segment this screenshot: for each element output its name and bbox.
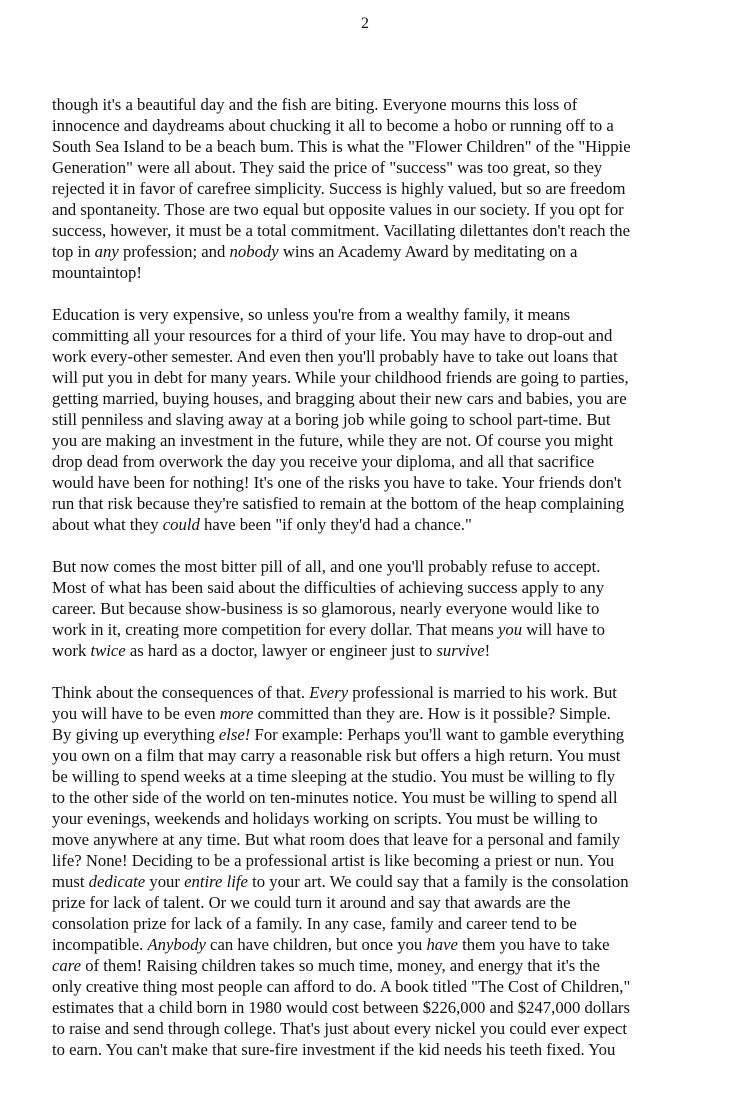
text-line — [52, 871, 702, 892]
text-line — [52, 1039, 702, 1060]
text-line — [52, 136, 702, 157]
paragraph — [52, 304, 702, 535]
text-line — [52, 724, 702, 745]
text-run: But now comes the most bitter pill of all, and one you'll probably refuse to accept. — [52, 557, 601, 576]
text-line — [52, 598, 702, 619]
text-run: them you have to take — [457, 935, 610, 954]
page-number: 2 — [361, 15, 369, 32]
text-run: Education is very expensive, so unless you're from a wealthy family, it means — [52, 305, 571, 324]
italic-text: Every — [309, 683, 349, 702]
text-line — [52, 787, 702, 808]
text-line — [52, 745, 702, 766]
text-run: Most of what has been said about the difficulties of achieving success apply to any — [52, 578, 605, 597]
text-run: your — [145, 872, 185, 891]
text-line — [52, 850, 702, 871]
text-line — [52, 1018, 702, 1039]
text-line — [52, 703, 702, 724]
text-line — [52, 682, 702, 703]
text-line — [52, 325, 702, 346]
text-line — [52, 241, 702, 262]
text-line — [52, 556, 702, 577]
text-line — [52, 367, 702, 388]
paragraph — [52, 682, 702, 1060]
text-run: top in — [52, 242, 95, 261]
text-line — [52, 892, 702, 913]
text-run: your evenings, weekends and holidays working on scripts. You must be willing to — [52, 809, 598, 828]
italic-text: survive — [436, 641, 485, 660]
text-run: run that risk because they're satisfied to remain at the bottom of the heap complaining — [52, 494, 625, 513]
text-run: innocence and daydreams about chucking it all to become a hobo or running off to a — [52, 116, 614, 135]
text-run: about what they — [52, 515, 163, 534]
text-line — [52, 913, 702, 934]
italic-text: you — [497, 620, 523, 639]
text-run: wins an Academy Award by meditating on a — [278, 242, 578, 261]
paragraph — [52, 556, 702, 661]
text-line — [52, 514, 702, 535]
text-line — [52, 157, 702, 178]
text-run: only creative thing most people can afford to do. A book titled "The Cost of Children," — [52, 977, 631, 996]
text-run: South Sea Island to be a beach bum. This is what the "Flower Children" of the "Hippie — [52, 137, 631, 156]
text-run: you will have to be even — [52, 704, 220, 723]
text-run: would have been for nothing! It's one of the risks you have to take. Your friends don't — [52, 473, 622, 492]
text-line — [52, 934, 702, 955]
text-run: work every-other semester. And even then you'll probably have to take out loans that — [52, 347, 618, 366]
text-run: you own on a film that may carry a reasonable risk but offers a high return. You must — [52, 746, 621, 765]
text-line — [52, 472, 702, 493]
text-line — [52, 262, 702, 283]
text-run: to your art. We could say that a family is the consolation — [247, 872, 629, 891]
text-run: will put you in debt for many years. While your childhood friends are going to parties, — [52, 368, 629, 387]
text-line — [52, 766, 702, 787]
italic-text: entire life — [184, 872, 248, 891]
text-run: Generation" were all about. They said the price of "success" was too great, so they — [52, 158, 603, 177]
italic-text: Anybody — [147, 935, 206, 954]
text-line — [52, 304, 702, 325]
text-run: move anywhere at any time. But what room does that leave for a personal and family — [52, 830, 621, 849]
italic-text: have — [426, 935, 458, 954]
text-run: getting married, buying houses, and bragging about their new cars and babies, you are — [52, 389, 627, 408]
text-run: work — [52, 641, 91, 660]
italic-text: nobody — [229, 242, 279, 261]
text-run: life? None! Deciding to be a professional artist is like becoming a priest or nun. You — [52, 851, 615, 870]
text-run: professional is married to his work. But — [348, 683, 617, 702]
italic-text: dedicate — [88, 872, 146, 891]
text-line — [52, 829, 702, 850]
text-run: to earn. You can't make that sure-fire investment if the kid needs his teeth fixed. You — [52, 1040, 616, 1059]
text-run: to the other side of the world on ten-minutes notice. You must be willing to spend all — [52, 788, 618, 807]
text-run: will have to — [522, 620, 606, 639]
text-run: committed than they are. How is it possible? Simple. — [253, 704, 611, 723]
text-run: rejected it in favor of carefree simplicity. Success is highly valued, but so are freedom — [52, 179, 626, 198]
text-line — [52, 388, 702, 409]
text-line — [52, 178, 702, 199]
text-line — [52, 115, 702, 136]
italic-text: twice — [90, 641, 126, 660]
text-run: drop dead from overwork the day you receive your diploma, and all that sacrifice — [52, 452, 595, 471]
text-line — [52, 493, 702, 514]
text-line — [52, 619, 702, 640]
text-run: be willing to spend weeks at a time sleeping at the studio. You must be willing to fly — [52, 767, 616, 786]
paragraph — [52, 94, 702, 283]
italic-text: any — [94, 242, 119, 261]
italic-text: else! — [218, 725, 251, 744]
text-run: though it's a beautiful day and the fish are biting. Everyone mourns this loss of — [52, 95, 578, 114]
text-run: still penniless and slaving away at a boring job while going to school part-time. But — [52, 410, 611, 429]
text-line — [52, 997, 702, 1018]
text-run: work in it, creating more competition for every dollar. That means — [52, 620, 498, 639]
text-run: For example: Perhaps you'll want to gamble everything — [250, 725, 625, 744]
text-line — [52, 640, 702, 661]
text-run: can have children, but once you — [205, 935, 427, 954]
text-line — [52, 976, 702, 997]
text-line — [52, 955, 702, 976]
text-run: and spontaneity. Those are two equal but opposite values in our society. If you opt for — [52, 200, 624, 219]
text-run: estimates that a child born in 1980 would cost between $226,000 and $247,000 dollars — [52, 998, 630, 1017]
text-run: consolation prize for lack of a family. In any case, family and career tend to be — [52, 914, 577, 933]
italic-text: more — [219, 704, 254, 723]
text-run: must — [52, 872, 89, 891]
text-run: Think about the consequences of that. — [52, 683, 310, 702]
text-line — [52, 220, 702, 241]
text-line — [52, 409, 702, 430]
italic-text: could — [162, 515, 200, 534]
text-line — [52, 577, 702, 598]
text-run: of them! Raising children takes so much time, money, and energy that it's the — [81, 956, 600, 975]
text-run: you are making an investment in the future, while they are not. Of course you might — [52, 431, 614, 450]
text-run: By giving up everything — [52, 725, 219, 744]
body-text — [52, 94, 702, 1081]
text-run: mountaintop! — [52, 263, 142, 282]
italic-text: care — [52, 956, 82, 975]
text-run: ! — [484, 641, 491, 660]
text-run: to raise and send through college. That's just about every nickel you could ever expect — [52, 1019, 627, 1038]
text-line — [52, 451, 702, 472]
text-run: profession; and — [118, 242, 230, 261]
text-run: have been "if only they'd had a chance." — [199, 515, 472, 534]
text-run: prize for lack of talent. Or we could turn it around and say that awards are the — [52, 893, 571, 912]
text-line — [52, 808, 702, 829]
text-run: incompatible. — [52, 935, 148, 954]
text-line — [52, 199, 702, 220]
text-line — [52, 94, 702, 115]
text-run: committing all your resources for a third of your life. You may have to drop-out and — [52, 326, 613, 345]
text-run: as hard as a doctor, lawyer or engineer just to — [125, 641, 437, 660]
text-line — [52, 346, 702, 367]
text-run: success, however, it must be a total commitment. Vacillating dilettantes don't reach the — [52, 221, 631, 240]
text-line — [52, 430, 702, 451]
text-run: career. But because show-business is so glamorous, nearly everyone would like to — [52, 599, 600, 618]
